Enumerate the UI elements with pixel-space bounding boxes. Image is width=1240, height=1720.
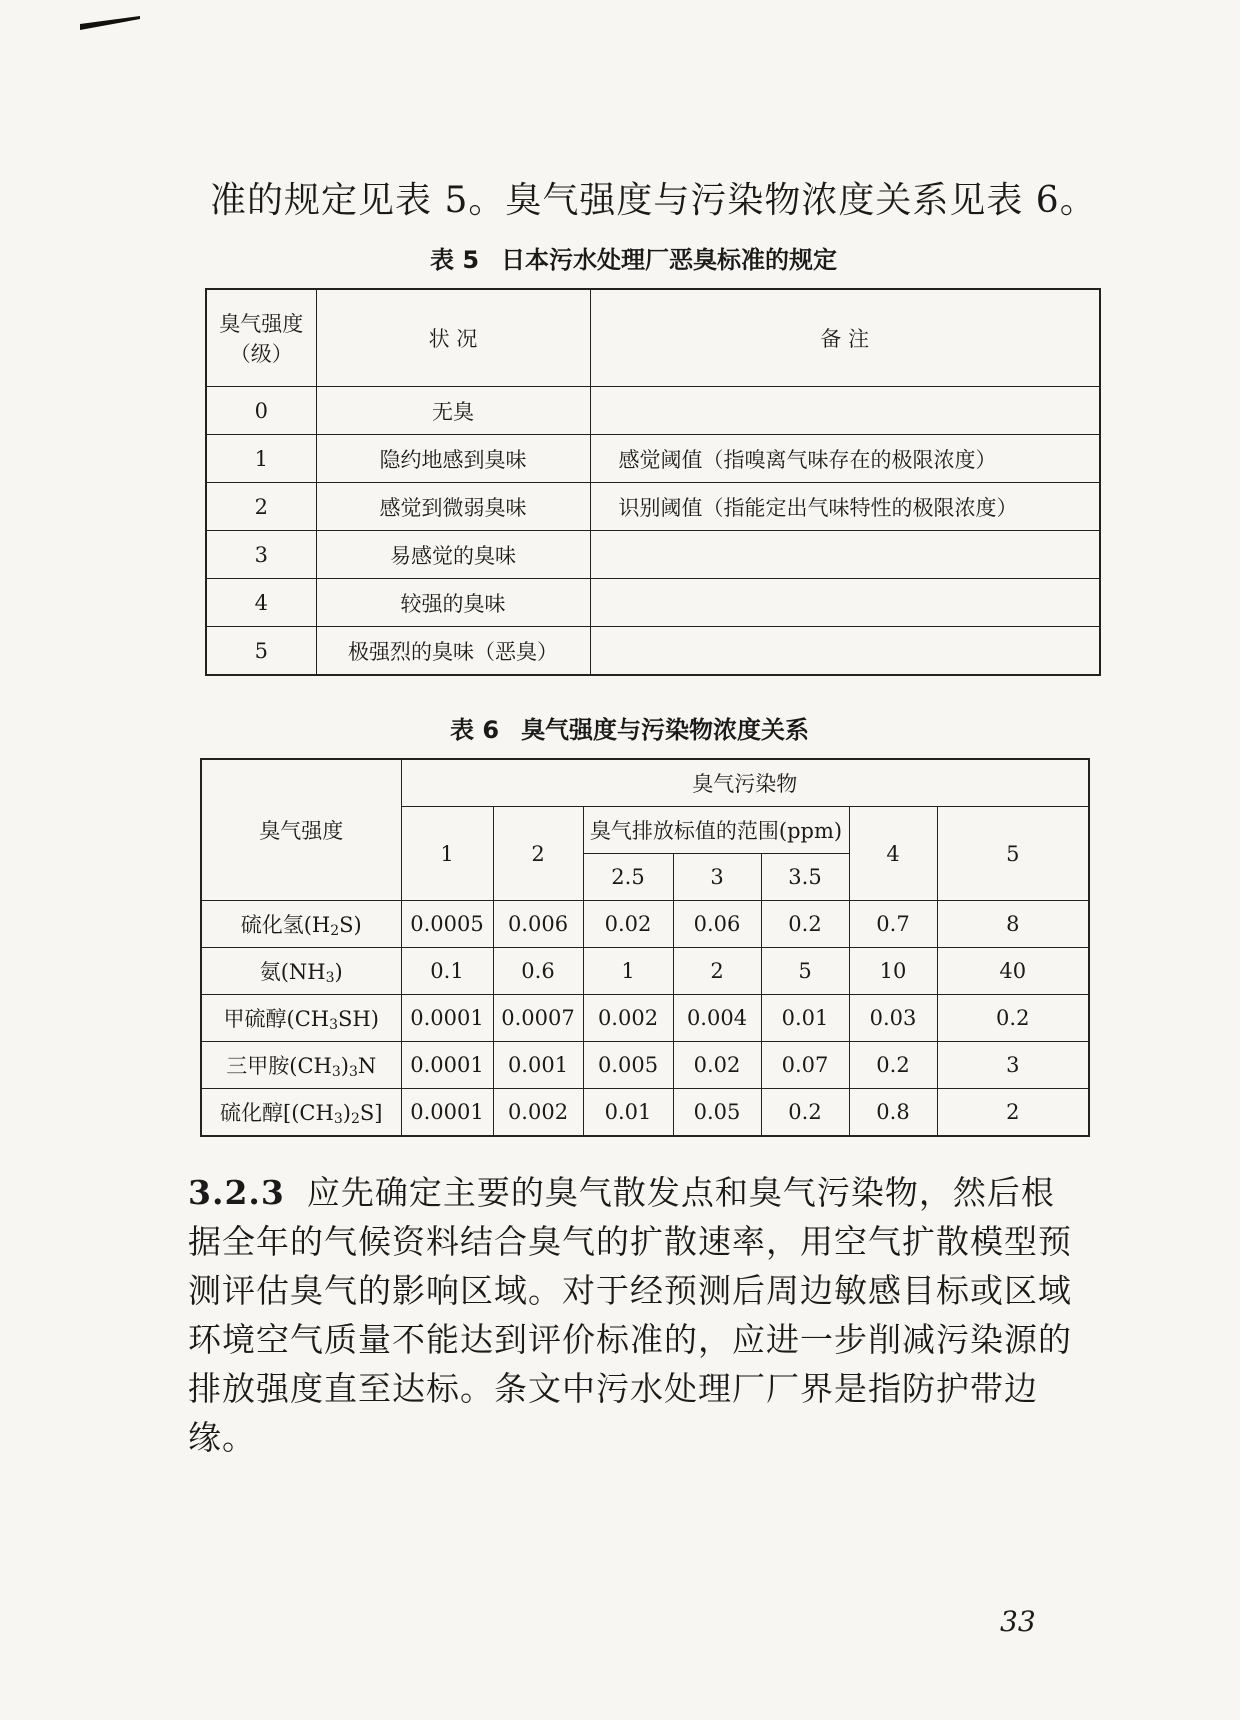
table6-value-cell: 2 bbox=[673, 948, 761, 995]
pollutant-name-part: ) bbox=[334, 960, 343, 984]
table5-cell-intensity: 2 bbox=[206, 483, 316, 531]
pollutant-name-part: S) bbox=[339, 913, 362, 937]
table6-value-cell: 0.1 bbox=[401, 948, 493, 995]
table5-caption-title: 日本污水处理厂恶臭标准的规定 bbox=[501, 246, 838, 274]
table5-cell-note bbox=[590, 579, 1100, 627]
table6-level: 3.5 bbox=[761, 854, 849, 901]
table6-header-range: 臭气排放标值的范围(ppm) bbox=[583, 807, 849, 854]
pollutant-name-part: 氨(NH bbox=[259, 960, 326, 984]
table6-value-cell: 2 bbox=[937, 1089, 1089, 1137]
table6-value-cell: 0.0001 bbox=[401, 995, 493, 1042]
table5-cell-status: 无臭 bbox=[316, 387, 590, 435]
table6-caption bbox=[450, 710, 809, 745]
section-text: 应先确定主要的臭气散发点和臭气污染物，然后根据全年的气候资料结合臭气的扩散速率，用空气扩散模型预测评估臭气的影响区域。对于经预测后周边敏感目标或区域环境空气质量不能达到评价标准的，应进一步削减污染源的排放强度直至达标。条文中污水处理厂厂界是指防护带边缘。 bbox=[188, 1173, 1072, 1457]
table5-cell-status: 感觉到微弱臭味 bbox=[316, 483, 590, 531]
table5-cell-intensity: 1 bbox=[206, 435, 316, 483]
pollutant-name-part: 2 bbox=[330, 923, 340, 939]
table6-value-cell: 1 bbox=[583, 948, 673, 995]
table6-row bbox=[201, 995, 1089, 1042]
table5-cell-status: 易感觉的臭味 bbox=[316, 531, 590, 579]
table6-value-cell: 0.8 bbox=[849, 1089, 937, 1137]
table5-row bbox=[206, 387, 1100, 435]
table6-value-cell: 0.05 bbox=[673, 1089, 761, 1137]
table6-value-cell: 10 bbox=[849, 948, 937, 995]
table6-value-cell: 5 bbox=[761, 948, 849, 995]
table5-row bbox=[206, 435, 1100, 483]
table5-cell-status: 极强烈的臭味（恶臭） bbox=[316, 627, 590, 676]
table6-value-cell: 0.7 bbox=[849, 901, 937, 948]
table6-header-pollutants: 臭气污染物 bbox=[401, 759, 1089, 807]
table6-value-cell: 0.0001 bbox=[401, 1089, 493, 1137]
table6-header-row-1 bbox=[201, 759, 1089, 807]
table6-level: 4 bbox=[849, 807, 937, 901]
table6-level: 3 bbox=[673, 854, 761, 901]
section-number: 3.2.3 bbox=[188, 1173, 285, 1212]
table5-cell-intensity: 0 bbox=[206, 387, 316, 435]
table5-row bbox=[206, 627, 1100, 676]
table6-level: 5 bbox=[937, 807, 1089, 901]
pollutant-name-part: ) bbox=[340, 1054, 349, 1078]
pollutant-name-part: 3 bbox=[348, 1064, 358, 1080]
table6-value-cell: 8 bbox=[937, 901, 1089, 948]
table6-value-cell: 40 bbox=[937, 948, 1089, 995]
table6-value-cell: 0.2 bbox=[937, 995, 1089, 1042]
table6-value-cell: 0.2 bbox=[761, 1089, 849, 1137]
table6-row bbox=[201, 1042, 1089, 1089]
pollutant-name-part: 3 bbox=[333, 1111, 343, 1127]
table5-cell-intensity: 3 bbox=[206, 531, 316, 579]
table6-pollutant-name bbox=[201, 995, 401, 1042]
table5-header-row bbox=[206, 289, 1100, 387]
table6-value-cell: 0.03 bbox=[849, 995, 937, 1042]
table5-header-notes: 备 注 bbox=[590, 289, 1100, 387]
table6-value-cell: 0.002 bbox=[583, 995, 673, 1042]
pollutant-name-part: SH) bbox=[338, 1007, 379, 1031]
table6-value-cell: 0.6 bbox=[493, 948, 583, 995]
table6-row bbox=[201, 948, 1089, 995]
pollutant-name-part: 3 bbox=[329, 1017, 339, 1033]
table6-header-intensity: 臭气强度 bbox=[201, 759, 401, 901]
corner-mark bbox=[80, 14, 140, 30]
table6-value-cell: 0.2 bbox=[849, 1042, 937, 1089]
table5-caption-number: 表 5 bbox=[430, 246, 480, 274]
table5-cell-status: 较强的臭味 bbox=[316, 579, 590, 627]
table6-level: 2 bbox=[493, 807, 583, 901]
table5-row bbox=[206, 531, 1100, 579]
odor-concentration-table bbox=[200, 758, 1090, 1137]
table5-header-status: 状 况 bbox=[316, 289, 590, 387]
table6-level: 1 bbox=[401, 807, 493, 901]
table5-cell-intensity: 5 bbox=[206, 627, 316, 676]
table5-row bbox=[206, 579, 1100, 627]
section-3-2-3 bbox=[188, 1168, 1088, 1462]
pollutant-name-part: N bbox=[357, 1054, 377, 1078]
table5-cell-status: 隐约地感到臭味 bbox=[316, 435, 590, 483]
pollutant-name-part: 三甲胺(CH bbox=[226, 1054, 332, 1078]
pollutant-name-part: 硫化醇[(CH bbox=[220, 1101, 334, 1125]
intro-line: 准的规定见表 5。臭气强度与污染物浓度关系见表 6。 bbox=[210, 180, 1097, 221]
pollutant-name-part: 硫化氢(H bbox=[240, 913, 331, 937]
table6-pollutant-name bbox=[201, 1042, 401, 1089]
table6-value-cell: 0.07 bbox=[761, 1042, 849, 1089]
table6-value-cell: 0.002 bbox=[493, 1089, 583, 1137]
pollutant-name-part: 2 bbox=[350, 1111, 360, 1127]
table6-value-cell: 0.001 bbox=[493, 1042, 583, 1089]
table6-caption-number: 表 6 bbox=[450, 716, 500, 744]
table6-row bbox=[201, 1089, 1089, 1137]
pollutant-name-part: 3 bbox=[331, 1064, 341, 1080]
table5-caption bbox=[430, 240, 837, 275]
table6-value-cell: 0.2 bbox=[761, 901, 849, 948]
table6-value-cell: 0.005 bbox=[583, 1042, 673, 1089]
table6-value-cell: 0.06 bbox=[673, 901, 761, 948]
table6-value-cell: 0.01 bbox=[761, 995, 849, 1042]
table5-header-intensity: 臭气强度（级） bbox=[206, 289, 316, 387]
pollutant-name-part: 甲硫醇(CH bbox=[223, 1007, 330, 1031]
table6-row bbox=[201, 901, 1089, 948]
table6-pollutant-name bbox=[201, 948, 401, 995]
table6-value-cell: 0.0005 bbox=[401, 901, 493, 948]
table5-cell-note bbox=[590, 531, 1100, 579]
table5-cell-note: 感觉阈值（指嗅离气味存在的极限浓度） bbox=[590, 435, 1100, 483]
table6-value-cell: 0.0001 bbox=[401, 1042, 493, 1089]
table5-cell-note bbox=[590, 387, 1100, 435]
table6-caption-title: 臭气强度与污染物浓度关系 bbox=[521, 716, 810, 744]
odor-standard-table bbox=[205, 288, 1101, 676]
table6-pollutant-name bbox=[201, 1089, 401, 1137]
table6-value-cell: 0.004 bbox=[673, 995, 761, 1042]
table6-value-cell: 3 bbox=[937, 1042, 1089, 1089]
pollutant-name-part: S] bbox=[359, 1101, 383, 1125]
table5-cell-intensity: 4 bbox=[206, 579, 316, 627]
table6-value-cell: 0.02 bbox=[673, 1042, 761, 1089]
table6-value-cell: 0.01 bbox=[583, 1089, 673, 1137]
table5-cell-note: 识别阈值（指能定出气味特性的极限浓度） bbox=[590, 483, 1100, 531]
table6-pollutant-name bbox=[201, 901, 401, 948]
table5-cell-note bbox=[590, 627, 1100, 676]
pollutant-name-part: ) bbox=[342, 1101, 351, 1125]
table6-value-cell: 0.006 bbox=[493, 901, 583, 948]
page-number: 33 bbox=[1000, 1605, 1036, 1638]
table5-row bbox=[206, 483, 1100, 531]
table6-value-cell: 0.0007 bbox=[493, 995, 583, 1042]
table6-level: 2.5 bbox=[583, 854, 673, 901]
pollutant-name-part: 3 bbox=[325, 970, 335, 986]
table6-value-cell: 0.02 bbox=[583, 901, 673, 948]
